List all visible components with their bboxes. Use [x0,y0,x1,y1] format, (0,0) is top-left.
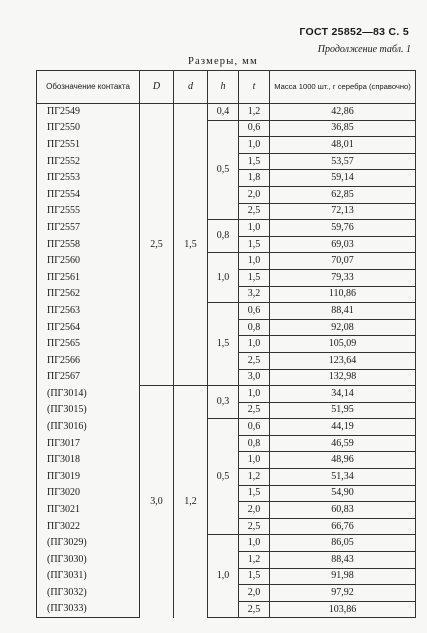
contact-designation: (ПГ3015) [37,402,140,419]
thickness-t-cell: 3,2 [239,286,270,303]
thickness-t-cell: 1,8 [239,170,270,187]
silver-mass-cell: 72,13 [270,203,416,220]
contact-designation: (ПГ3033) [37,601,140,618]
sizes-caption: Размеры, мм [188,56,258,67]
silver-mass-cell: 103,86 [270,601,416,618]
thickness-t-cell: 1,5 [239,485,270,502]
thickness-t-cell: 1,2 [239,552,270,569]
document-id: ГОСТ 25852—83 С. 5 [299,26,409,38]
silver-mass-cell: 53,57 [270,153,416,170]
table-row [37,386,416,403]
contact-designation: ПГ2566 [37,352,140,369]
silver-mass-cell: 36,85 [270,120,416,137]
silver-mass-cell: 110,86 [270,286,416,303]
thickness-t-cell: 1,5 [239,568,270,585]
silver-mass-cell: 48,01 [270,137,416,154]
contact-designation: (ПГ3031) [37,568,140,585]
thickness-t-cell: 1,5 [239,269,270,286]
silver-mass-cell: 66,76 [270,518,416,535]
table-continuation-note: Продолжение табл. 1 [317,44,411,55]
contact-designation: ПГ2550 [37,120,140,137]
thickness-t-cell: 1,2 [239,104,270,121]
silver-mass-cell: 51,95 [270,402,416,419]
thickness-t-cell: 1,5 [239,153,270,170]
contact-designation: ПГ2567 [37,369,140,386]
thickness-t-cell: 2,5 [239,518,270,535]
silver-mass-cell: 86,05 [270,535,416,552]
thickness-t-cell: 1,2 [239,469,270,486]
contact-designation: (ПГ3030) [37,552,140,569]
contact-designation: ПГ3022 [37,518,140,535]
contact-designation: (ПГ3029) [37,535,140,552]
silver-mass-cell: 48,96 [270,452,416,469]
silver-mass-cell: 88,43 [270,552,416,569]
table-row [37,120,416,137]
height-h-cell: 0,3 [208,386,239,419]
contact-designation: ПГ3018 [37,452,140,469]
thickness-t-cell: 2,5 [239,402,270,419]
thickness-t-cell: 1,0 [239,452,270,469]
contact-designation: ПГ2565 [37,336,140,353]
silver-mass-cell: 69,03 [270,236,416,253]
contact-designation: ПГ2560 [37,253,140,270]
table-body [37,104,416,618]
thickness-t-cell: 2,5 [239,601,270,618]
column-header-t: t [239,71,270,104]
contact-designation: ПГ2551 [37,137,140,154]
contact-designation: (ПГ3032) [37,585,140,602]
silver-mass-cell: 91,98 [270,568,416,585]
height-h-cell: 1,0 [208,535,239,618]
contact-designation: (ПГ3014) [37,386,140,403]
thickness-t-cell: 0,6 [239,303,270,320]
contact-designation: ПГ2554 [37,186,140,203]
silver-mass-cell: 123,64 [270,352,416,369]
contact-designation: ПГ2561 [37,269,140,286]
table-header-row [37,71,416,104]
silver-mass-cell: 105,09 [270,336,416,353]
column-header-designation: Обозначение контакта [37,71,140,104]
contact-designation: ПГ3020 [37,485,140,502]
contact-designation: (ПГ3016) [37,419,140,436]
column-header-d: d [174,71,208,104]
height-h-cell: 0,5 [208,419,239,535]
contact-designation: ПГ3021 [37,502,140,519]
silver-mass-cell: 59,14 [270,170,416,187]
height-h-cell: 1,0 [208,253,239,303]
contact-designation: ПГ2555 [37,203,140,220]
diameter-d-cell: 1,5 [174,104,208,386]
table-row [37,220,416,237]
column-header-D: D [140,71,174,104]
table-row [37,419,416,436]
silver-mass-cell: 34,14 [270,386,416,403]
contact-designation: ПГ2552 [37,153,140,170]
thickness-t-cell: 1,0 [239,535,270,552]
column-header-h: h [208,71,239,104]
silver-mass-cell: 46,59 [270,435,416,452]
silver-mass-cell: 60,83 [270,502,416,519]
silver-mass-cell: 88,41 [270,303,416,320]
height-h-cell: 0,4 [208,104,239,121]
silver-mass-cell: 59,76 [270,220,416,237]
table-row [37,535,416,552]
diameter-D-cell: 2,5 [140,104,174,386]
thickness-t-cell: 1,0 [239,336,270,353]
silver-mass-cell: 70,07 [270,253,416,270]
thickness-t-cell: 1,0 [239,386,270,403]
silver-mass-cell: 92,08 [270,319,416,336]
height-h-cell: 0,8 [208,220,239,253]
thickness-t-cell: 2,0 [239,502,270,519]
thickness-t-cell: 2,0 [239,585,270,602]
silver-mass-cell: 42,86 [270,104,416,121]
table-row [37,253,416,270]
thickness-t-cell: 1,0 [239,137,270,154]
contact-designation: ПГ3019 [37,469,140,486]
height-h-cell: 0,5 [208,120,239,220]
contact-designation: ПГ3017 [37,435,140,452]
silver-mass-cell: 132,98 [270,369,416,386]
column-header-mass: Масса 1000 шт., г серебра (справочно) [270,71,416,104]
table-row [37,104,416,121]
table-row [37,303,416,320]
contact-designation: ПГ2557 [37,220,140,237]
diameter-D-cell: 3,0 [140,386,174,618]
contact-designation: ПГ2563 [37,303,140,320]
silver-mass-cell: 79,33 [270,269,416,286]
thickness-t-cell: 1,0 [239,253,270,270]
thickness-t-cell: 3,0 [239,369,270,386]
silver-mass-cell: 54,90 [270,485,416,502]
silver-mass-cell: 62,85 [270,186,416,203]
height-h-cell: 1,5 [208,303,239,386]
thickness-t-cell: 1,5 [239,236,270,253]
thickness-t-cell: 2,5 [239,352,270,369]
silver-mass-cell: 97,92 [270,585,416,602]
contact-designation: ПГ2564 [37,319,140,336]
thickness-t-cell: 0,6 [239,419,270,436]
thickness-t-cell: 2,0 [239,186,270,203]
thickness-t-cell: 2,5 [239,203,270,220]
thickness-t-cell: 1,0 [239,220,270,237]
contact-designation: ПГ2553 [37,170,140,187]
contact-designation: ПГ2562 [37,286,140,303]
diameter-d-cell: 1,2 [174,386,208,618]
silver-mass-cell: 51,34 [270,469,416,486]
thickness-t-cell: 0,8 [239,319,270,336]
contacts-spec-table [36,70,416,618]
contact-designation: ПГ2549 [37,104,140,121]
contact-designation: ПГ2558 [37,236,140,253]
thickness-t-cell: 0,8 [239,435,270,452]
thickness-t-cell: 0,6 [239,120,270,137]
silver-mass-cell: 44,19 [270,419,416,436]
